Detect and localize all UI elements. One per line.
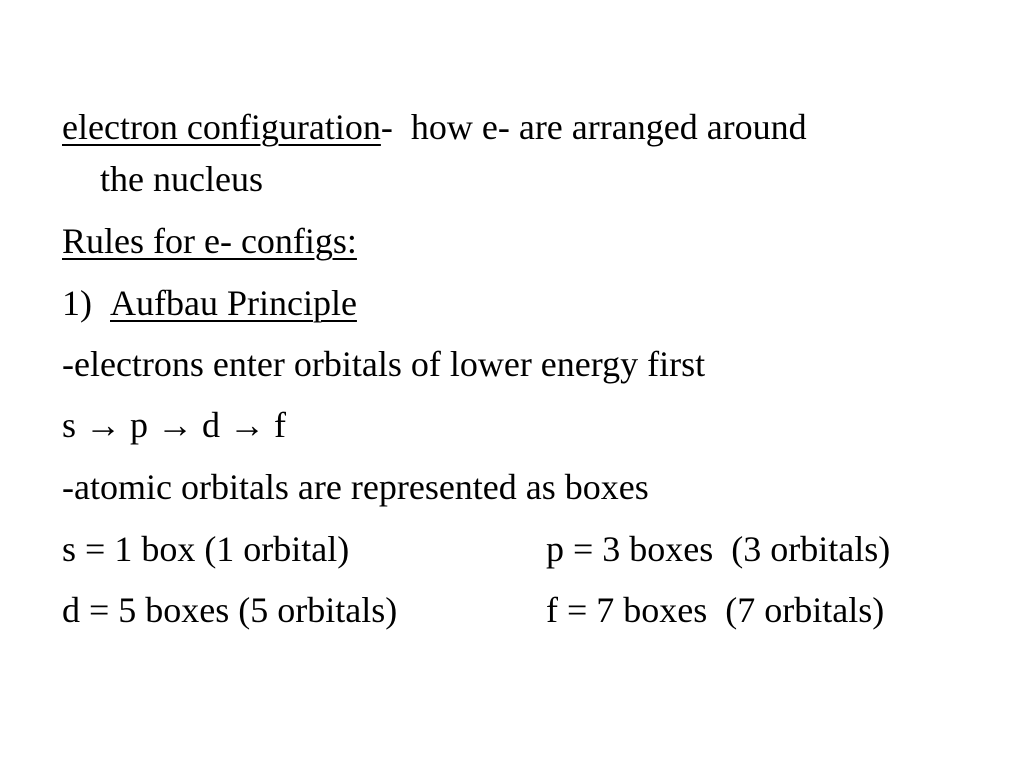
orbital-f: f = 7 boxes (7 orbitals) xyxy=(546,590,885,630)
definition-dash: - xyxy=(380,107,393,147)
orbital-d: d = 5 boxes (5 orbitals) xyxy=(62,590,398,630)
rule-1-number: 1) xyxy=(62,283,92,323)
definition-line xyxy=(62,106,807,148)
rule-1-name: Aufbau Principle xyxy=(110,283,357,323)
orbital-p: p = 3 boxes (3 orbitals) xyxy=(546,529,891,569)
rule-1-line xyxy=(62,282,357,324)
boxes-text: -atomic orbitals are represented as boxes xyxy=(62,467,649,507)
orbitals-row-2 xyxy=(62,589,1022,631)
orbitals-row-1 xyxy=(62,528,1022,570)
rules-heading: Rules for e- configs: xyxy=(62,221,357,261)
lower-energy-text: -electrons enter orbitals of lower energy first xyxy=(62,344,706,384)
definition-text-2: the nucleus xyxy=(100,159,263,199)
boxes-line xyxy=(62,466,649,508)
lower-energy-line xyxy=(62,343,705,385)
definition-continuation xyxy=(100,158,263,200)
orbital-order-line xyxy=(62,404,286,446)
definition-text-1: how e- are arranged around xyxy=(410,107,807,147)
definition-term: electron configuration xyxy=(62,107,381,147)
orbital-s: s = 1 box (1 orbital) xyxy=(62,529,350,569)
rules-heading-line xyxy=(62,220,357,262)
orbital-order-text: s → p → d → f xyxy=(62,405,286,445)
